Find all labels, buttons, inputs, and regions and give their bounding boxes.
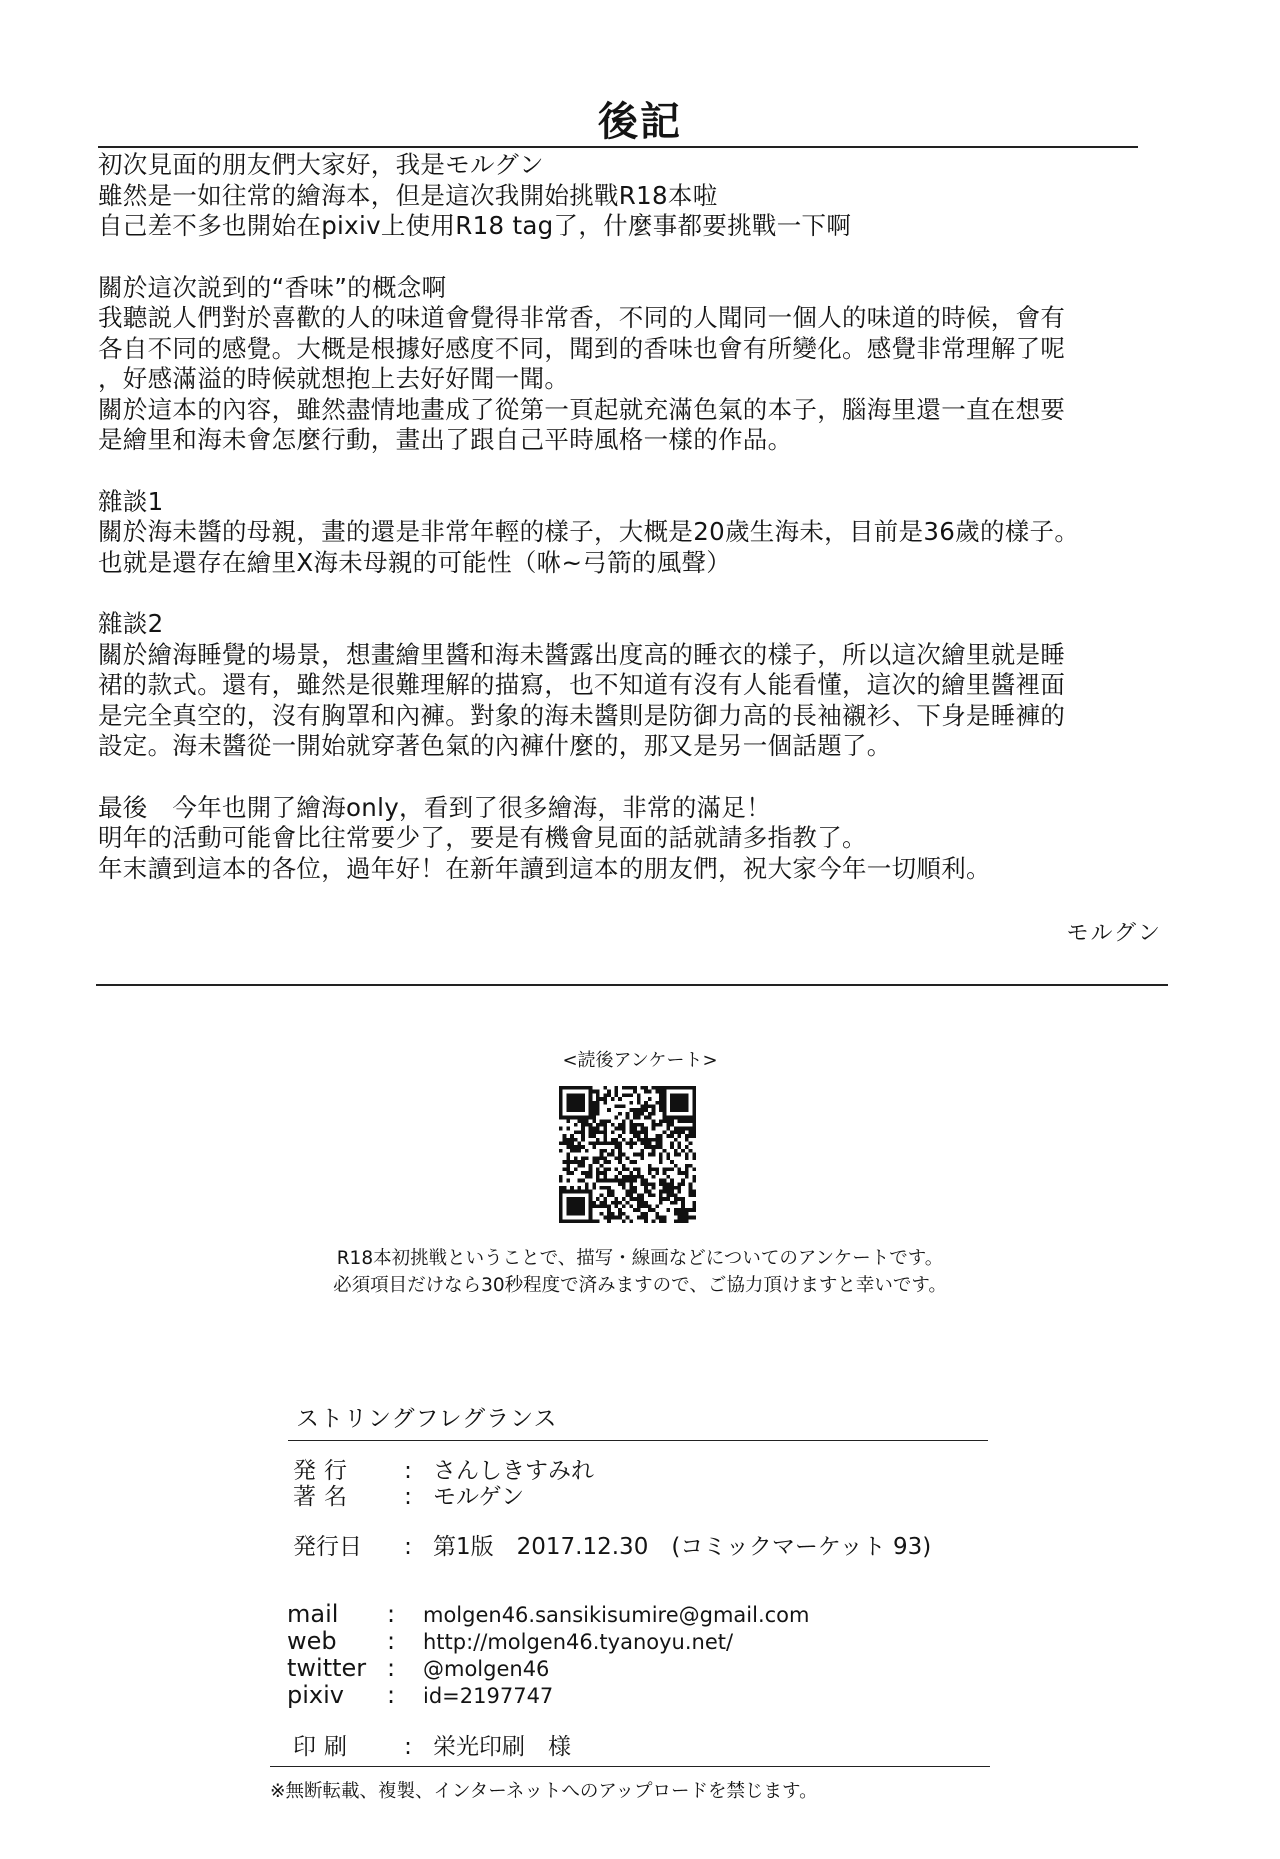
text-line: 關於這本的內容，雖然盡情地畫成了從第一頁起就充滿色氣的本子，腦海里還一直在想要 [98,394,1066,424]
paragraph-chat-2 [98,609,1208,762]
title-divider [98,146,1138,148]
colon: : [387,1681,396,1709]
text-line: 裙的款式。還有，雖然是很難理解的描寫，也不知道有沒有人能看懂，這次的繪里醬裡面 [98,670,1066,699]
date-label: 発行日 [293,1534,362,1560]
text-line: 雖然是一如往常的繪海本，但是這次我開始挑戰R18本啦 [98,180,718,210]
text-line: 關於這次説到的“香味”的概念啊 [98,272,447,302]
page-title: 後記 [598,99,682,145]
section-divider [96,984,1168,986]
publisher-label: 発行 [293,1458,355,1484]
survey-description [0,1245,1280,1299]
survey-title: <読後アンケート> [562,1050,718,1071]
qr-code-icon[interactable] [559,1086,696,1223]
printer-row [293,1728,571,1761]
text-line: 最後 今年也開了繪海only，看到了很多繪海，非常的滿足！ [98,792,772,822]
author-signature: モルグン [1066,921,1162,946]
colon: : [404,1734,412,1760]
text-line: 我聽説人們對於喜歡的人的味道會覺得非常香，不同的人聞同一個人的味道的時候，會有 [98,303,1066,332]
contact-mail [287,1600,809,1628]
text-line: 明年的活動可能會比往常要少了，要是有機會見面的話就請多指教了。 [98,823,867,852]
paragraph-scent-concept [98,273,1208,456]
contact-label: twitter [287,1654,367,1682]
contact-label: mail [287,1600,339,1628]
colon: : [387,1627,396,1655]
contact-web [287,1627,733,1655]
text-line: 關於海未醬的母親，畫的還是非常年輕的樣子，大概是20歲生海未，目前是36歲的樣子。 [98,517,1080,546]
author-label: 著名 [293,1484,355,1510]
text-line: 各自不同的感覺。大概是根據好感度不同，聞到的香味也會有所變化。感覺非常理解了呢 [98,333,1066,363]
text-line: 年末讀到這本的各位，過年好！在新年讀到這本的朋友們，祝大家今年一切順利。 [98,853,991,883]
colon: : [404,1458,412,1484]
publisher-value: さんしきすみれ [433,1458,594,1484]
survey-line: 必須項目だけなら30秒程度で済みますので、ご協力頂けますと幸いです。 [333,1275,947,1296]
printer-value: 栄光印刷 様 [433,1734,571,1760]
text-line: 雜談2 [98,609,164,638]
colon: : [404,1534,412,1560]
colon: : [387,1600,396,1628]
text-line: ，好感滿溢的時候就想抱上去好好聞一聞。 [98,364,570,393]
text-line: 初次見面的朋友們大家好，我是モルグン [98,150,544,179]
publish-date-row [293,1528,931,1561]
text-line: 是完全真空的，沒有胸罩和內褲。對象的海未醬則是防御力高的長袖襯衫、下身是睡褲的 [98,700,1066,730]
colophon-divider [288,1440,988,1441]
text-line: 也就是還存在繪里X海未母親的可能性（咻~弓箭的風聲） [98,547,732,577]
paragraph-chat-1 [98,487,1208,579]
colophon-bottom-divider [270,1766,990,1767]
contact-value[interactable]: molgen46.sansikisumire@gmail.com [423,1603,810,1627]
text-line: 設定。海未醬從一開始就穿著色氣的內褲什麼的，那又是另一個話題了。 [98,731,892,760]
contact-label: pixiv [287,1681,344,1709]
text-line: 自己差不多也開始在pixiv上使用R18 tag了，什麼事都要挑戰一下啊 [98,211,852,240]
paragraph-greeting [98,150,1208,242]
text-line: 雜談1 [98,486,164,516]
paragraph-closing [98,793,1208,885]
contact-value[interactable]: id=2197747 [423,1684,554,1708]
contact-value[interactable]: @molgen46 [423,1657,550,1681]
colon: : [387,1654,396,1682]
contact-pixiv [287,1681,553,1709]
afterword-body [98,150,1208,915]
contact-value[interactable]: http://molgen46.tyanoyu.net/ [423,1630,734,1654]
survey-line: R18本初挑戦ということで、描写・線画などについてのアンケートです。 [336,1248,944,1269]
contact-label: web [287,1627,337,1655]
colon: : [404,1484,412,1510]
contact-twitter [287,1654,549,1682]
text-line: 關於繪海睡覺的場景，想畫繪里醬和海未醬露出度高的睡衣的樣子，所以這次繪里就是睡 [98,639,1066,669]
printer-label: 印刷 [293,1734,355,1760]
author-row [293,1478,524,1511]
text-line: 是繪里和海未會怎麼行動，畫出了跟自己平時風格一樣的作品。 [98,425,793,454]
copyright-notice: ※無断転載、複製、インターネットへのアップロードを禁じます。 [270,1781,818,1802]
author-value: モルゲン [433,1484,525,1510]
book-title: ストリングフレグランス [296,1406,558,1432]
date-value: 第1版 2017.12.30 (コミックマーケット 93) [433,1534,932,1560]
